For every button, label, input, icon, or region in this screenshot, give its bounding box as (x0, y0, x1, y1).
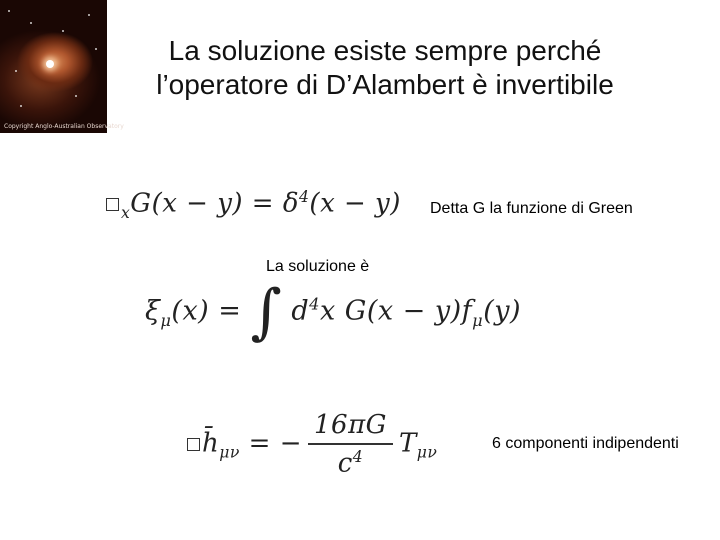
greens-equation: $_xG(x - y) = \delta^4(x - y)$ (106, 188, 401, 222)
integral-sign: ∫ (250, 277, 283, 347)
image-caption: Copyright Anglo-Australian Observatory (4, 123, 124, 130)
green-function-label: Detta G la funzione di Green (430, 200, 633, 217)
dalembert-box-icon (106, 198, 119, 211)
title-line-1: La soluzione esiste sempre perché (168, 35, 602, 66)
components-label: 6 componenti indipendenti (492, 435, 679, 452)
slide-title (140, 34, 630, 102)
nebula-core (46, 60, 54, 68)
solution-integral: $\xi_\mu(x)$ = ∫ $d^4x$ $G(x - y)f_\mu(y)$ (145, 277, 522, 347)
coupling-fraction: $\frac{16\pi G}{c^4}$ (308, 410, 393, 479)
solution-label: La soluzione è (266, 258, 370, 275)
field-equation: $h̄_{\mu\nu}$ = − $\frac{16\pi G}{c^4}$ $T_{\mu\nu}$ (187, 410, 437, 479)
dalembert-box-icon-2 (187, 438, 200, 451)
nebula-image (0, 0, 124, 133)
title-line-2: l’operatore di D’Alambert è invertibile (156, 69, 614, 100)
